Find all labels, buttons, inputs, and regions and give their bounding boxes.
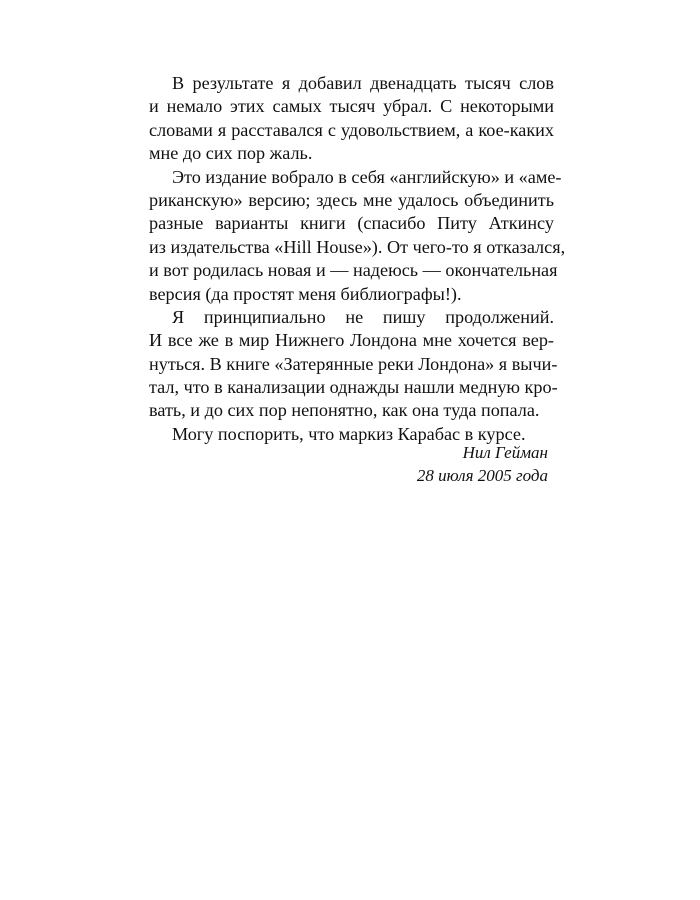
text-line: Это издание вобрало в себя «английскую» и «аме- [172,166,562,187]
author-name: Нил Гейман [462,443,548,462]
paragraph-3 [149,306,558,423]
text-line: И все же в мир Нижнего Лондона мне хочется вер- [149,330,554,351]
text-line: тал, что в канализации однажды нашли медную кро- [149,377,558,398]
paragraph-2 [149,166,566,306]
text-line: и немало этих самых тысяч убрал. С некоторыми [149,96,554,117]
text-line: из издательства «Hill House»). От чего-то я отказался, [149,236,566,257]
paragraph-1 [149,72,554,166]
text-line: разные варианты книги (спасибо Питу Аткинсу [149,213,554,234]
signature [417,441,548,487]
text-line: Могу поспорить, что маркиз Карабас в курсе. [172,423,526,444]
text-line: словами я расставался с удовольствием, а кое-каких [149,119,554,140]
text-line: нуться. В книге «Затерянные реки Лондона» я вычи- [149,353,558,374]
text-line: Я принципиально не пишу продолжений. [172,306,554,327]
text-line: и вот родилась новая и — надеюсь — окончательная [149,260,558,281]
text-line: мне до сих пор жаль. [149,143,313,164]
text-line: В результате я добавил двенадцать тысяч слов [172,73,554,93]
body-text [149,72,566,446]
text-line: вать, и до сих пор непонятно, как она туда попала. [149,400,540,421]
signature-date: 28 июля 2005 года [416,466,548,485]
text-line: риканскую» версию; здесь мне удалось объединить [149,189,554,210]
text-line: версия (да простят меня библиографы!). [149,283,462,304]
